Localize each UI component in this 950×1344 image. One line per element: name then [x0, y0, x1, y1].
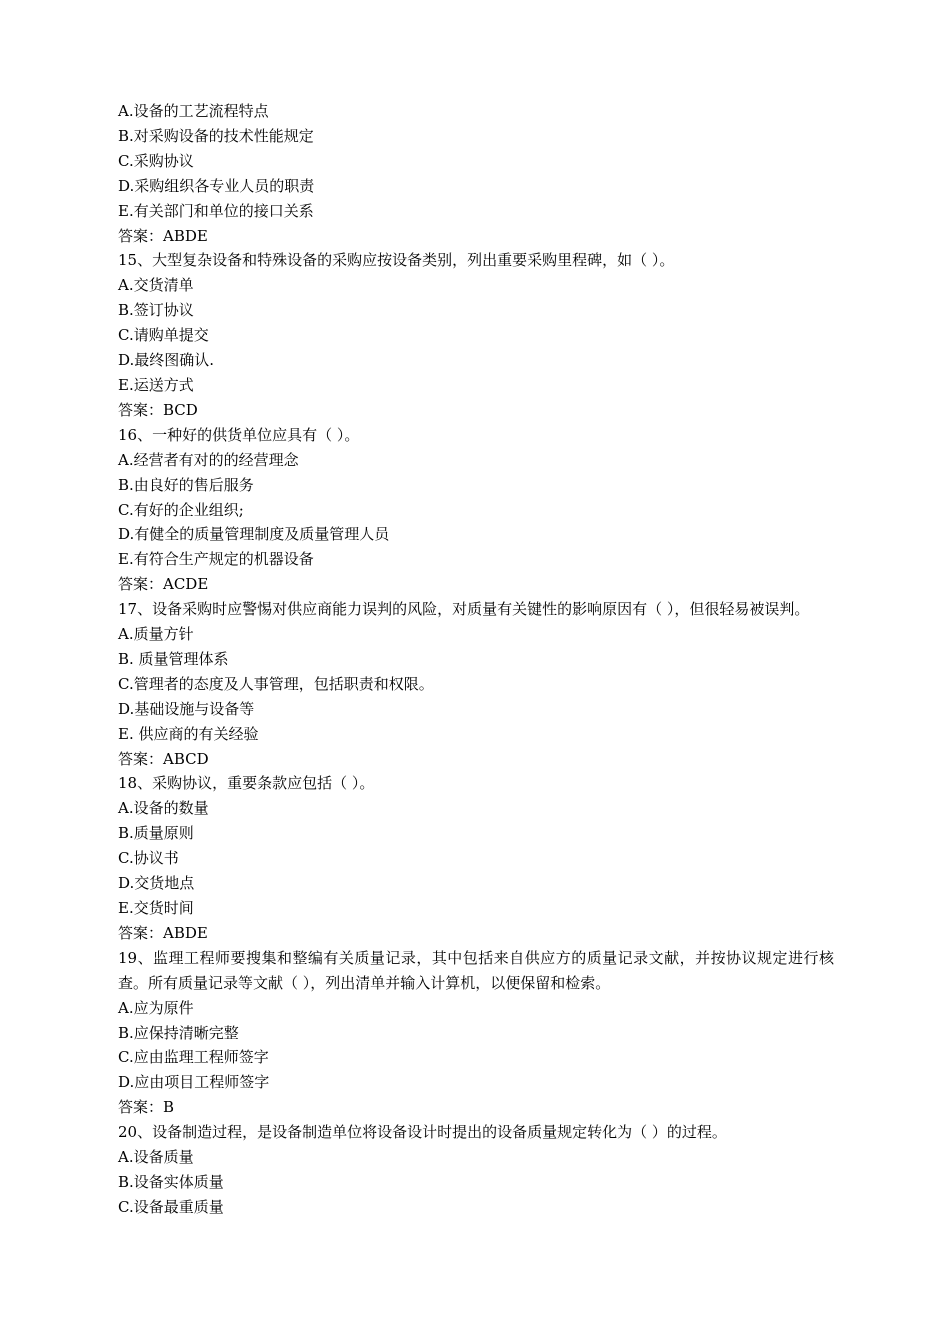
option-text: B.对采购设备的技术性能规定 — [118, 126, 314, 145]
option-text: B.应保持清晰完整 — [118, 1023, 239, 1042]
option-text: D.采购组织各专业人员的职责 — [118, 176, 315, 195]
option-text: B. 质量管理体系 — [118, 649, 229, 668]
option-text: E.有符合生产规定的机器设备 — [118, 550, 314, 569]
option-text: A.交货清单 — [118, 276, 194, 295]
document-body — [118, 99, 834, 1220]
option-text: D.最终图确认. — [118, 351, 215, 370]
answer-text: 答案：BCD — [118, 400, 198, 419]
option-text: C.请购单提交 — [118, 326, 209, 345]
option-text: A.设备的工艺流程特点 — [118, 102, 269, 120]
answer-text: 答案：ABDE — [118, 923, 208, 942]
option-text: E.运送方式 — [118, 375, 194, 394]
option-text: A.质量方针 — [118, 625, 194, 644]
option-text: A.经营者有对的的经营理念 — [118, 450, 299, 469]
option-text: C.有好的企业组织; — [118, 500, 244, 519]
option-text: B.质量原则 — [118, 824, 194, 843]
option-text: D.基础设施与设备等 — [118, 699, 255, 718]
option-text: C.管理者的态度及人事管理，包括职责和权限。 — [118, 674, 434, 693]
answer-text: 答案：ABCD — [118, 749, 209, 768]
option-text: E.交货时间 — [118, 899, 194, 917]
question-text: 15、大型复杂设备和特殊设备的采购应按设备类别，列出重要采购里程碑，如（ ）。 — [118, 251, 675, 270]
option-text: A.应为原件 — [118, 998, 194, 1017]
option-text: B.签订协议 — [118, 301, 194, 320]
option-text: D.交货地点 — [118, 874, 195, 893]
answer-text: 答案：ACDE — [118, 575, 209, 594]
option-text: E.有关部门和单位的接口关系 — [118, 201, 314, 220]
question-text: 18、采购协议，重要条款应包括（ ）。 — [118, 774, 375, 793]
option-text: D.有健全的质量管理制度及质量管理人员 — [118, 525, 390, 544]
answer-text: 答案：ABDE — [118, 226, 208, 245]
question-text: 17、设备采购时应警惕对供应商能力误判的风险，对质量有关键性的影响原因有（ ），但很轻易被误判。 — [118, 600, 810, 619]
question-text: 20、设备制造过程，是设备制造单位将设备设计时提出的设备质量规定转化为（ ）的过程。 — [118, 1123, 727, 1142]
option-text: C.设备最重质量 — [118, 1197, 224, 1216]
option-text: B.由良好的售后服务 — [118, 475, 254, 494]
option-text: D.应由项目工程师签字 — [118, 1073, 270, 1092]
question-text: 19、监理工程师要搜集和整编有关质量记录，其中包括来自供应方的质量记录文献，并按协议规定进行核查。所有质量记录等文献（ ），列出清单并输入计算机，以便保留和检索。 — [118, 948, 834, 992]
option-text: C.采购协议 — [118, 151, 194, 170]
option-text: E. 供应商的有关经验 — [118, 724, 259, 743]
option-text: A.设备质量 — [118, 1148, 194, 1167]
question-text: 16、一种好的供货单位应具有（ ）。 — [118, 425, 360, 444]
answer-text: 答案：B — [118, 1098, 175, 1117]
option-text: C.应由监理工程师签字 — [118, 1048, 269, 1067]
option-text: B.设备实体质量 — [118, 1172, 224, 1191]
option-text: A.设备的数量 — [118, 799, 209, 818]
option-text: C.协议书 — [118, 849, 179, 868]
